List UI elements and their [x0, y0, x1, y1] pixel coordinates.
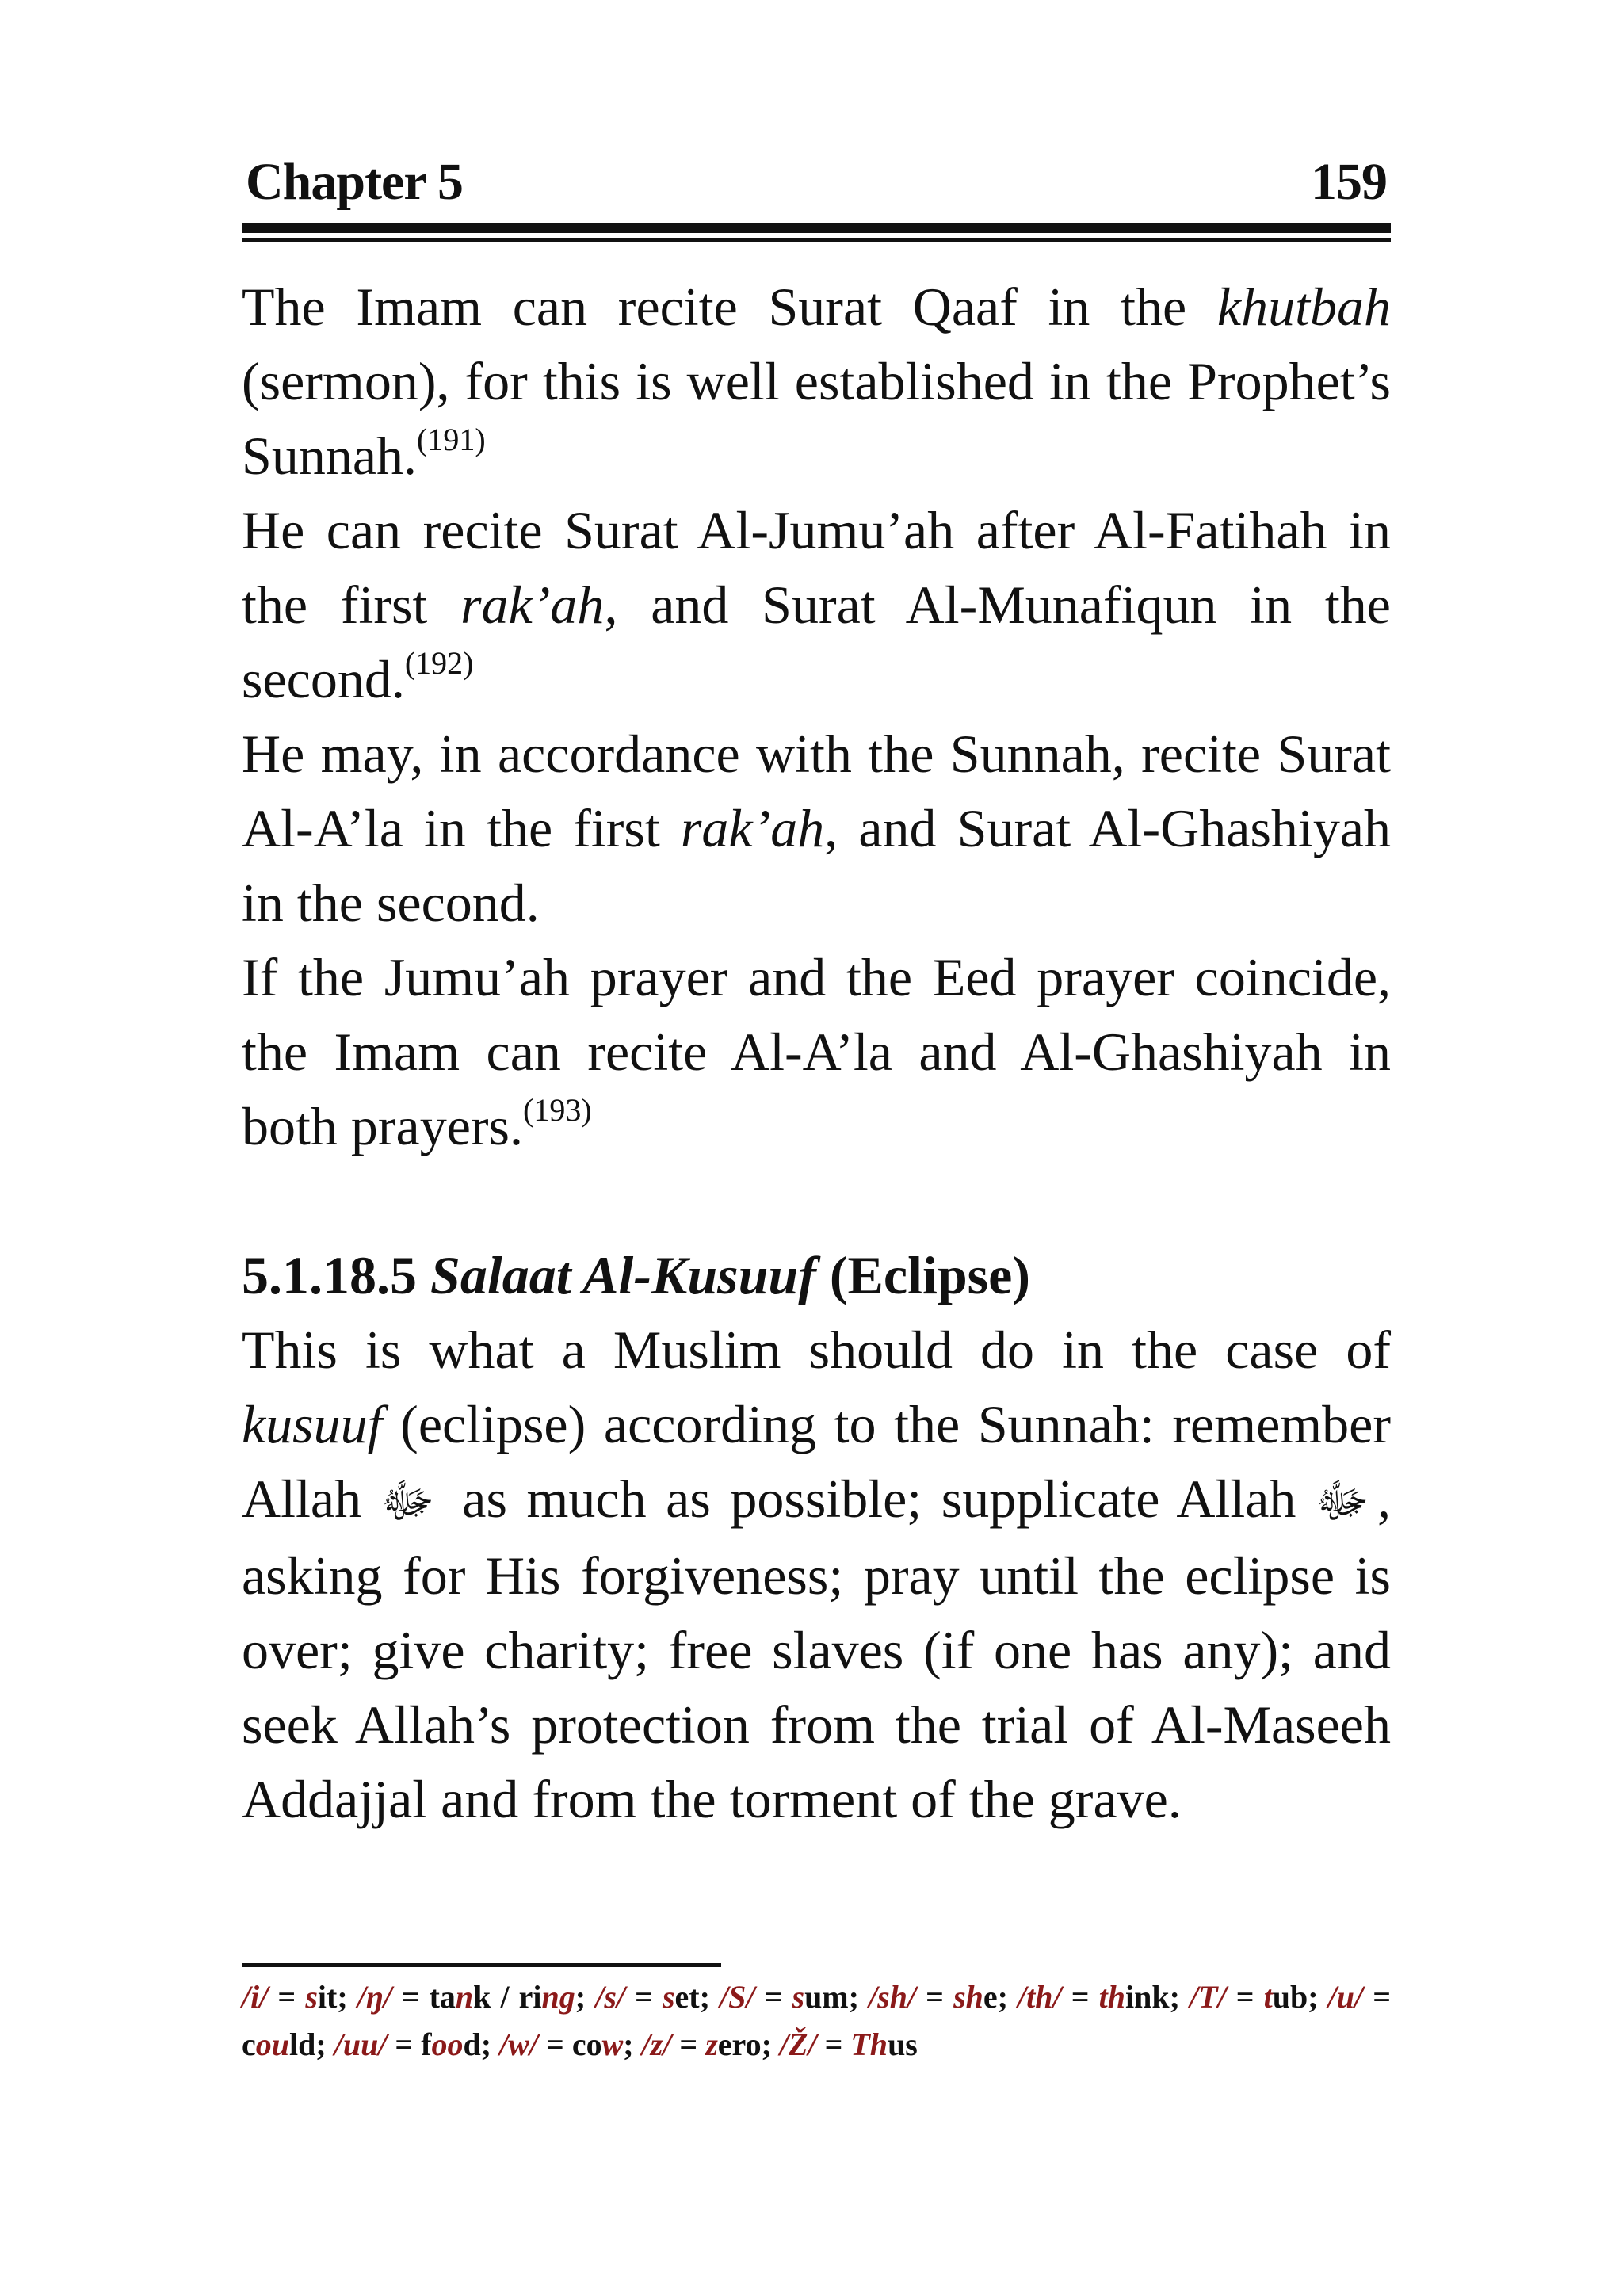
key-separator: ;	[480, 2027, 500, 2062]
key-separator: ;	[1169, 1979, 1190, 2015]
key-equals: =	[754, 1979, 792, 2015]
key-separator: ;	[761, 2027, 780, 2062]
text: He may, in accordance with the Sunnah, recite Surat Al-A’la in the first	[242, 724, 1391, 858]
section-paragraph	[242, 1312, 1391, 1836]
key-entry	[334, 2027, 499, 2062]
term-rakah: rak’ah	[460, 575, 605, 635]
key-example: ld	[289, 2027, 316, 2062]
key-example-highlight: ng	[541, 1979, 575, 2015]
key-equals: =	[391, 1979, 430, 2015]
key-symbol: /z/	[641, 2027, 672, 2062]
key-equals: =	[387, 2027, 422, 2062]
text: He can recite Surat Al-Jumu’ah after Al-Fatihah in the first	[242, 500, 1391, 635]
paragraph-2	[242, 493, 1391, 716]
key-example-highlight: s	[662, 1979, 675, 2015]
text: , and Surat Al-Ghashiyah in the second.	[242, 798, 1392, 933]
key-equals: =	[671, 2027, 706, 2062]
key-entry	[1190, 1979, 1328, 2015]
key-example: e	[983, 1979, 998, 2015]
key-equals: =	[1226, 1979, 1264, 2015]
key-example-highlight: w	[601, 2027, 624, 2062]
key-example-highlight: sh	[953, 1979, 983, 2015]
key-example: it	[317, 1979, 338, 2015]
key-equals: =	[268, 1979, 306, 2015]
key-example-highlight: Th	[850, 2027, 888, 2062]
paragraph-3	[242, 716, 1391, 940]
key-example: d	[463, 2027, 481, 2062]
key-example-highlight: th	[1098, 1979, 1125, 2015]
footnote-rule	[242, 1963, 721, 1967]
chapter-title: Chapter 5	[246, 153, 463, 211]
key-example: c	[242, 2027, 256, 2062]
text: This is what a Muslim should do in the case of	[242, 1320, 1391, 1380]
key-example: ero	[717, 2027, 762, 2062]
key-separator: ;	[1308, 1979, 1328, 2015]
text: as much as possible; supplicate Allah	[442, 1469, 1316, 1529]
key-symbol: /i/	[242, 1979, 269, 2015]
key-separator: ;	[623, 2027, 642, 2062]
key-example: co	[571, 2027, 602, 2062]
footnote-ref-193[interactable]: (193)	[523, 1092, 592, 1128]
text: , asking for His forgiveness; pray until the eclipse is over; give charity; free slaves (if one has any); and seek Allah’s protection from the trial of Al-Maseeh Addajjal and from the torment of the grave.	[242, 1469, 1391, 1829]
key-example-highlight: oo	[431, 2027, 464, 2062]
key-symbol: /T/	[1189, 1979, 1227, 2015]
key-example-highlight: z	[705, 2027, 718, 2062]
key-entry	[1018, 1979, 1190, 2015]
honorific-glyph-icon: ﷻ	[380, 1475, 435, 1527]
key-symbol: /u/	[1327, 1979, 1364, 2015]
footnote-ref-192[interactable]: (192)	[404, 645, 474, 681]
key-example: um	[804, 1979, 849, 2015]
key-example-highlight: t	[1263, 1979, 1273, 2015]
key-symbol: /th/	[1018, 1979, 1062, 2015]
key-example: ink	[1125, 1979, 1170, 2015]
transliteration-key	[242, 1973, 1391, 2069]
key-entry	[720, 1979, 869, 2015]
term-rakah: rak’ah	[680, 798, 825, 858]
key-example: et	[674, 1979, 700, 2015]
term-khutbah: khutbah	[1216, 277, 1391, 337]
page-number: 159	[1311, 153, 1387, 211]
key-separator: ;	[848, 1979, 869, 2015]
section-title-rest: (Eclipse)	[815, 1245, 1030, 1305]
text: , and Surat Al-Munafiqun in the second.	[242, 575, 1391, 709]
body-text	[242, 269, 1391, 1836]
key-example: ta	[429, 1979, 456, 2015]
paragraph-4	[242, 940, 1391, 1163]
key-entry	[242, 1979, 357, 2015]
key-example: k / ri	[473, 1979, 542, 2015]
header-rule-thin	[242, 238, 1391, 242]
key-example-highlight: s	[792, 1979, 805, 2015]
header-rule-thick	[242, 223, 1391, 233]
key-example: ub	[1272, 1979, 1308, 2015]
key-separator: ;	[337, 1979, 357, 2015]
key-separator: ;	[315, 2027, 334, 2062]
text: If the Jumu’ah prayer and the Eed prayer coincide, the Imam can recite Al-A’la and Al-Ghashiyah in both prayers.	[242, 947, 1391, 1156]
key-separator: ;	[997, 1979, 1018, 2015]
key-separator: ;	[699, 1979, 720, 2015]
term-kusuuf: kusuuf	[242, 1394, 383, 1454]
section-heading	[242, 1238, 1391, 1312]
key-separator: ;	[575, 1979, 596, 2015]
key-example-highlight: ou	[255, 2027, 290, 2062]
key-entry	[595, 1979, 720, 2015]
key-example-highlight: s	[305, 1979, 318, 2015]
key-symbol: /sh/	[869, 1979, 917, 2015]
key-entry	[357, 1979, 595, 2015]
key-equals: =	[538, 2027, 572, 2062]
key-entry	[869, 1979, 1018, 2015]
key-equals: =	[1061, 1979, 1099, 2015]
key-entry	[780, 2027, 918, 2062]
footnote-ref-191[interactable]: (191)	[417, 422, 486, 457]
honorific-glyph-icon: ﷻ	[1316, 1475, 1369, 1527]
text: (eclipse) according to the Sunnah: remember Allah	[242, 1394, 1391, 1529]
section-number: 5.1.18.5	[242, 1245, 430, 1305]
key-symbol: /S/	[720, 1979, 755, 2015]
key-example: f	[421, 2027, 432, 2062]
key-equals: =	[816, 2027, 851, 2062]
key-equals: =	[916, 1979, 954, 2015]
key-equals: =	[625, 1979, 663, 2015]
key-symbol: /s/	[595, 1979, 625, 2015]
text: The Imam can recite Surat Qaaf in the	[242, 277, 1217, 337]
paragraph-1	[242, 269, 1391, 493]
key-entry	[499, 2027, 641, 2062]
key-symbol: /uu/	[334, 2027, 388, 2062]
key-entry	[642, 2027, 780, 2062]
key-symbol: /ŋ/	[357, 1979, 392, 2015]
key-example: us	[888, 2027, 918, 2062]
key-symbol: /w/	[499, 2027, 539, 2062]
key-equals: =	[1363, 1979, 1392, 2015]
key-example-highlight: n	[455, 1979, 474, 2015]
running-header	[242, 151, 1391, 214]
section-title: Salaat Al-Kusuuf	[430, 1245, 816, 1305]
text: (sermon), for this is well established in the Prophet’s Sunnah.	[242, 351, 1391, 486]
key-symbol: /Ž/	[779, 2027, 817, 2062]
